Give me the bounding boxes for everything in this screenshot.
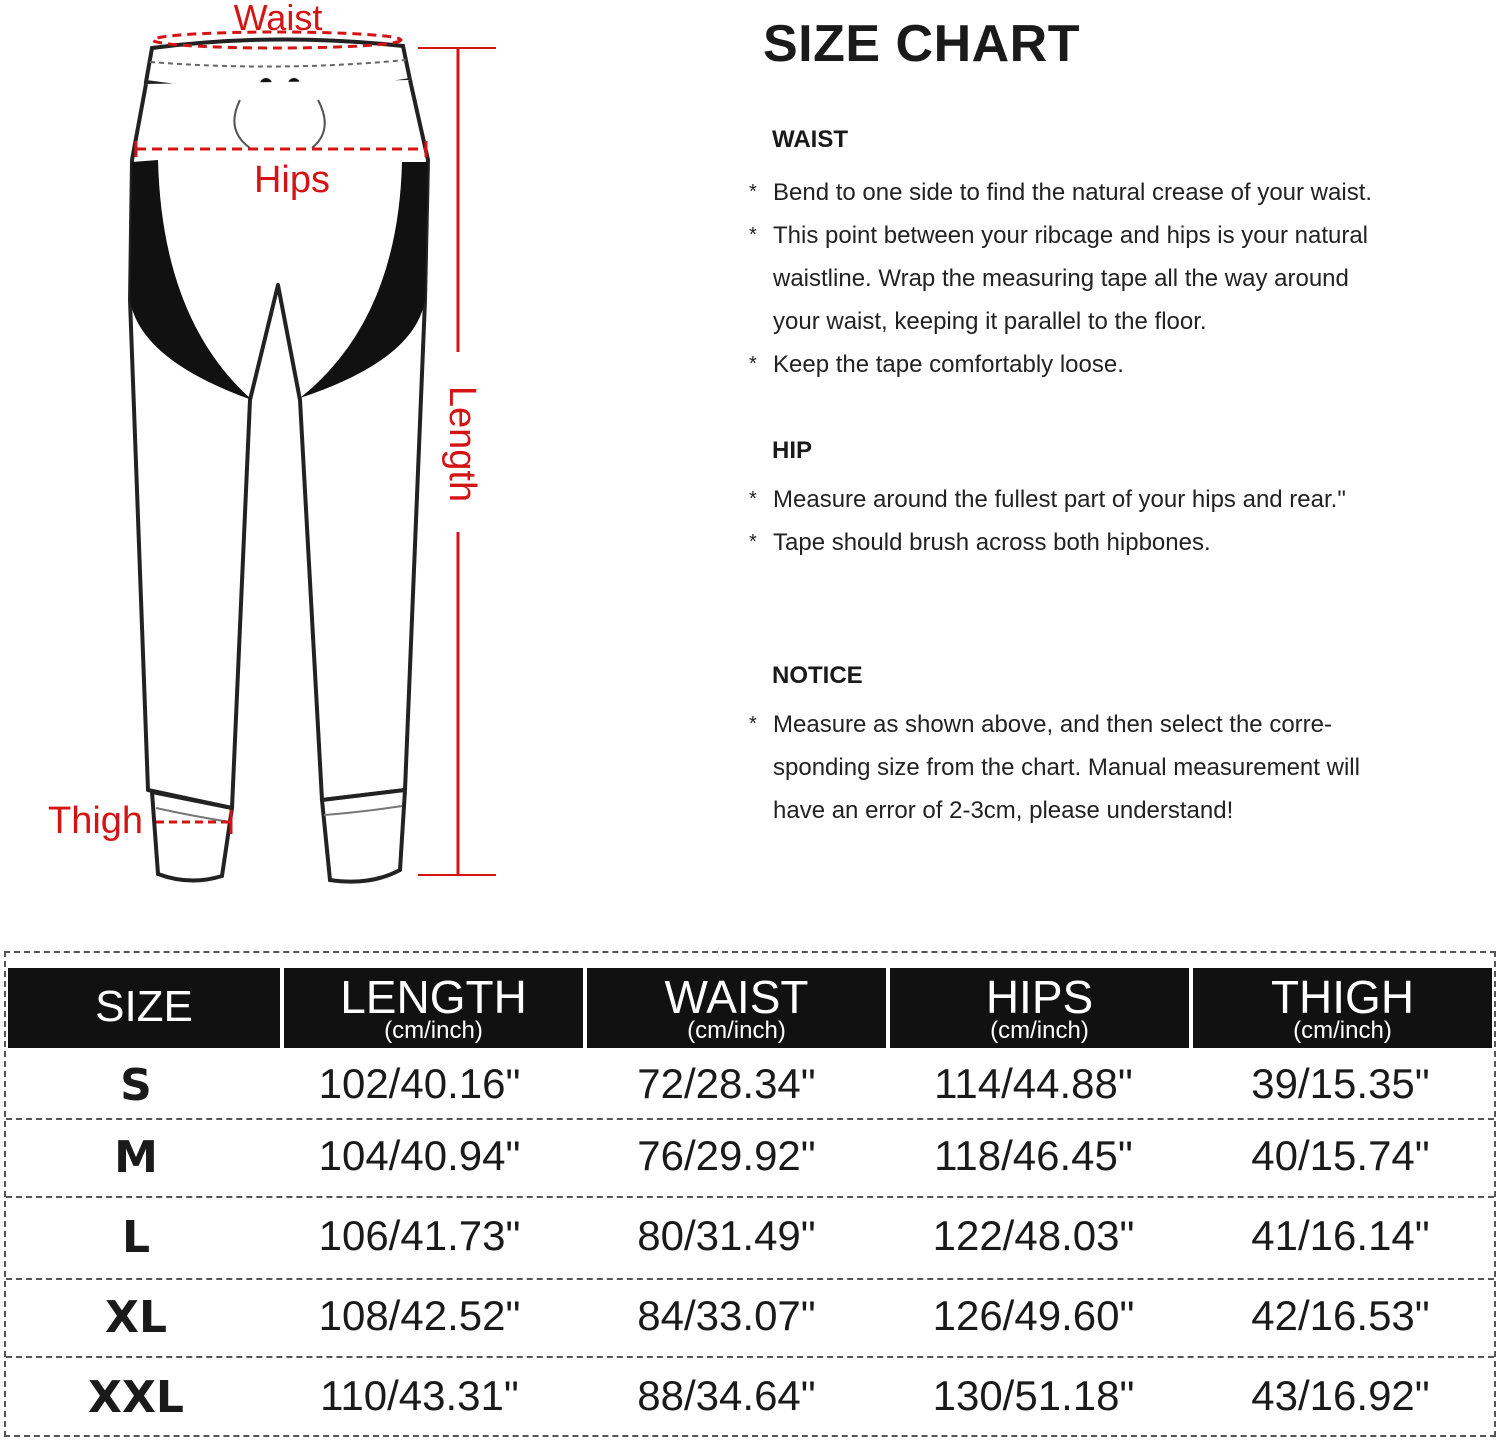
section-heading-hip: HIP [772, 437, 813, 464]
header-thigh: THIGH (cm/inch) [1193, 968, 1492, 1048]
size-cell: XL [105, 1292, 167, 1343]
list-item: * This point between your ribcage and hips is your natural waistline. Wrap the measuring tape all the way around your waist, keeping it parallel to the floor. [749, 222, 1369, 335]
table-row [6, 1278, 1494, 1343]
length-cell: 102/40.16" [318, 1060, 521, 1107]
hips-cell: 122/48.03" [932, 1212, 1135, 1259]
cuff-right [322, 790, 405, 882]
section-heading-waist: WAIST [772, 126, 848, 153]
thigh-cell: 43/16.92" [1251, 1372, 1430, 1419]
thigh-cell: 39/15.35" [1251, 1060, 1430, 1107]
length-cell: 108/42.52" [318, 1292, 521, 1339]
header-size: SIZE [8, 968, 280, 1048]
hips-cell: 114/44.88" [934, 1060, 1133, 1107]
waist-cell: 72/28.34" [637, 1060, 816, 1107]
waist-instructions [745, 171, 1475, 386]
length-cell: 104/40.94" [318, 1132, 521, 1179]
list-item: * Bend to one side to find the natural crease of your waist. [749, 179, 1373, 206]
list-item: * Measure as shown above, and then select the corre- sponding size from the chart. Manual measurement will have an error of 2-3cm, please understand! [749, 711, 1360, 824]
size-cell: M [114, 1132, 158, 1183]
size-table [4, 951, 1496, 1437]
size-cell: L [121, 1212, 151, 1263]
list-item: * Keep the tape comfortably loose. [749, 351, 1124, 378]
size-cell: S [120, 1060, 152, 1111]
list-item: * Measure around the fullest part of your hips and rear." [749, 486, 1346, 513]
section-heading-notice: NOTICE [772, 662, 863, 689]
thigh-cell: 40/15.74" [1251, 1132, 1430, 1179]
length-cell: 110/43.31" [320, 1372, 519, 1419]
waist-cell: 76/29.92" [637, 1132, 816, 1179]
pants-diagram [0, 0, 560, 900]
thigh-label: Thigh [48, 800, 144, 842]
table-body [6, 1048, 1494, 1435]
pants-illustration [0, 0, 560, 900]
table-row [6, 1356, 1494, 1423]
waist-cell: 88/34.64" [637, 1372, 816, 1419]
table-row [6, 1118, 1494, 1183]
list-item: * Tape should brush across both hipbones. [749, 529, 1211, 556]
length-cell: 106/41.73" [318, 1212, 521, 1259]
page-title: SIZE CHART [763, 15, 1080, 73]
table-header [8, 968, 1492, 1048]
hip-instructions [745, 478, 1475, 564]
waist-cell: 80/31.49" [637, 1212, 816, 1259]
header-length: LENGTH (cm/inch) [284, 968, 583, 1048]
waist-label: Waist [233, 0, 323, 38]
hips-cell: 130/51.18" [932, 1372, 1135, 1419]
header-hips: HIPS (cm/inch) [890, 968, 1189, 1048]
table-row [6, 1060, 1494, 1111]
hips-cell: 118/46.45" [934, 1132, 1133, 1179]
thigh-cell: 41/16.14" [1251, 1212, 1430, 1259]
table-row [6, 1196, 1494, 1263]
hips-cell: 126/49.60" [932, 1292, 1135, 1339]
waist-cell: 84/33.07" [637, 1292, 816, 1339]
thigh-cell: 42/16.53" [1251, 1292, 1430, 1339]
hips-label: Hips [253, 159, 331, 201]
notice-instructions [745, 703, 1475, 832]
header-waist: WAIST (cm/inch) [587, 968, 886, 1048]
cuff-left [152, 792, 232, 881]
size-cell: XXL [88, 1372, 184, 1423]
length-label: Length [441, 385, 483, 503]
measuring-guide [745, 0, 1485, 900]
